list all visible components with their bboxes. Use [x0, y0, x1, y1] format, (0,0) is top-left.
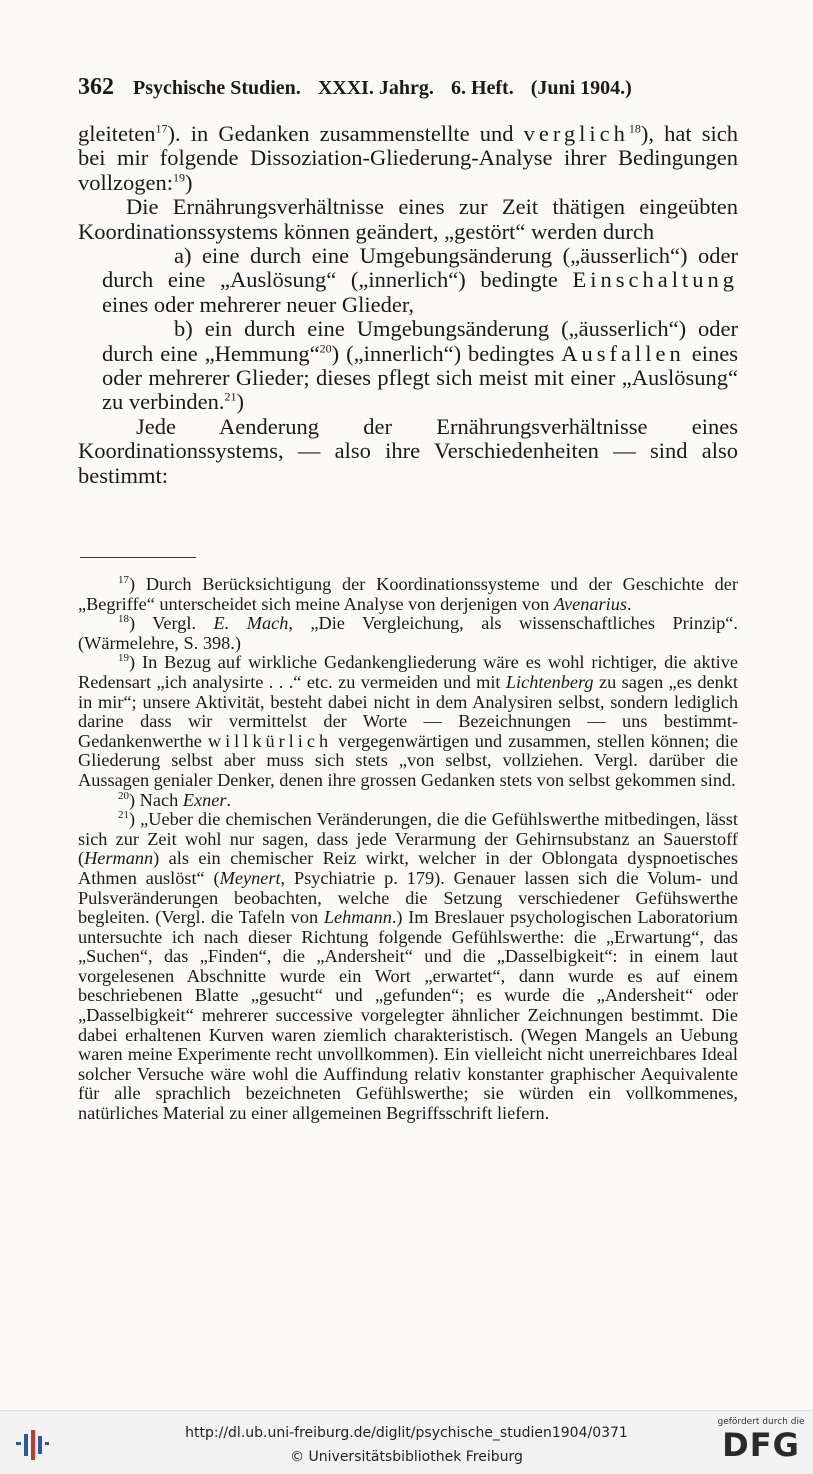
footnote-19: $^{19}$) In Bezug auf wirkliche Gedankengliederung wäre es wohl richtiger, die aktive Redensart „ich analysirte . . .“ etc. zu vermeiden und mit Lichtenberg zu sagen „es denkt in mir“; unsere Aktivität, besteht dabei nicht in dem Analysiren selbst, sondern lediglich darine dass wir vermittelst der Worte — Bezeichnungen — uns bestimmt-Gedankenwerthe willkürlich vergegenwärtigen und zusammen, stellen können; die Gliederung selbst aber muss sich stets „von selbst, vollziehen. Vergl. darüber die Aussagen genialer Denker, denen ihre grossen Gedanken stets von selbst gekommen sind. — [78, 652, 738, 790]
journal-title: Psychische Studien. — [133, 77, 301, 99]
paragraph-3: a) eine durch eine Umgebungsänderung („äusserlich“) oder durch eine „Auslösung“ („innerlich“) bedingte Einschaltung eines oder mehrerer neuer Glieder, — [102, 243, 738, 317]
paragraph-2: Die Ernährungsverhältnisse eines zur Zeit thätigen eingeübten Koordinationssystems können geändert, „gestört“ werden durch — [78, 194, 738, 244]
dfg-logo — [716, 1417, 806, 1469]
paragraph-1: gleiteten$^{17}$). in Gedanken zusammenstellte und verglich$^{18}$), hat sich bei mir folgende Dissoziation-Gliederung-Analyse ihrer Bedingungen vollzogen:$^{19}$) — [78, 121, 738, 195]
footnote-divider — [80, 557, 196, 558]
footnotes — [78, 575, 738, 1124]
issue: 6. Heft. — [450, 77, 514, 99]
paragraph-5: Jede Aenderung der Ernährungsverhältnisse eines Koordinationssystems, — also ihre Verschiedenheiten — sind also bestimmt: — [78, 413, 738, 488]
footnote-21: $^{21}$) „Ueber die chemischen Veränderungen, die die Gefühlswerthe mitbedingen, lässt sich zur Zeit wohl nur sagen, dass jede Verarmung der Gehirnsubstanz an Sauerstoff (Hermann) als ein chemischer Reiz wirkt, welcher in der Oblongata dyspnoetisches Athmen auslöst“ (Meynert, Psychiatrie p. 179). Genauer lassen sich die Volum- und Pulsveränderungen beobachten, welche die Setzung verschiedener Gefühswerthe begleiten. (Vergl. die Tafeln von Lehmann.) Im Breslauer psychologischen Laboratorium untersuchte ich nach dieser Richtung folgende Gefühlswerthe: die „Erwartung“, das „Suchen“, das „Finden“, die „Andersheit“ und die „Dasselbigkeit“: in einem laut vorgelesenen Abschnitte wurde ein Wort „erwartet“, dann wurde es auf einem beschriebenen Blatte „gesucht“ und „gefunden“; es wurde die „Andersheit“ oder „Dasselbigkeit“ mehrerer successive vorgelegter ähnlicher Zeichnungen bestimmt. Die dabei erhaltenen Kurven waren ziemlich charakteristisch. (Wegen Mangels an Uebung waren meine Experimente recht unvollkommen). Ein vielleicht nicht unerreichbares Ideal solcher Versuche wäre wohl die Auffindung relativ konstanter graphischer Aequivalente für alle sprachlich bezeichneten Gefühlswerthe; sie würden ein vollkommenes, natürliches Material zu einer allgemeinen Begriffsschrift liefern. — [78, 809, 738, 1124]
footnote-18: $^{18}$) Vergl. E. Mach, „Die Vergleichung, als wissenschaftliches Prinzip“. (Wärmelehre, S. 398.) — [78, 613, 738, 653]
source-url-link[interactable]: http://dl.ub.uni-freiburg.de/diglit/psychische_studien1904/0371 — [185, 1425, 628, 1441]
page-number: 362 — [78, 74, 114, 100]
footnote-17: $^{17}$) Durch Berücksichtigung der Koordinationssysteme und der Geschichte der „Begriffe“ unterscheidet sich meine Analyse von derjenigen von Avenarius. — [78, 573, 738, 614]
dfg-funding-note: gefördert durch die — [717, 1417, 805, 1427]
main-text — [78, 122, 738, 488]
issue-date: (Juni 1904.) — [530, 77, 632, 99]
dfg-logo-text: DFG — [722, 1426, 800, 1464]
volume: XXXI. Jahrg. — [317, 77, 434, 99]
footnote-20: $^{20}$) Nach Exner. — [118, 789, 232, 810]
viewer-footer — [0, 1410, 813, 1474]
running-header — [78, 74, 738, 101]
copyright-notice: © Universitätsbibliothek Freiburg — [290, 1449, 523, 1465]
paragraph-4: b) ein durch eine Umgebungsänderung („äusserlich“) oder durch eine „Hemmung“$^{20}$) („innerlich“) bedingtes Ausfallen eines oder mehrerer Glieder; dieses pflegt sich meist mit einer „Auslösung“ zu verbinden.$^{21}$) — [102, 316, 739, 415]
